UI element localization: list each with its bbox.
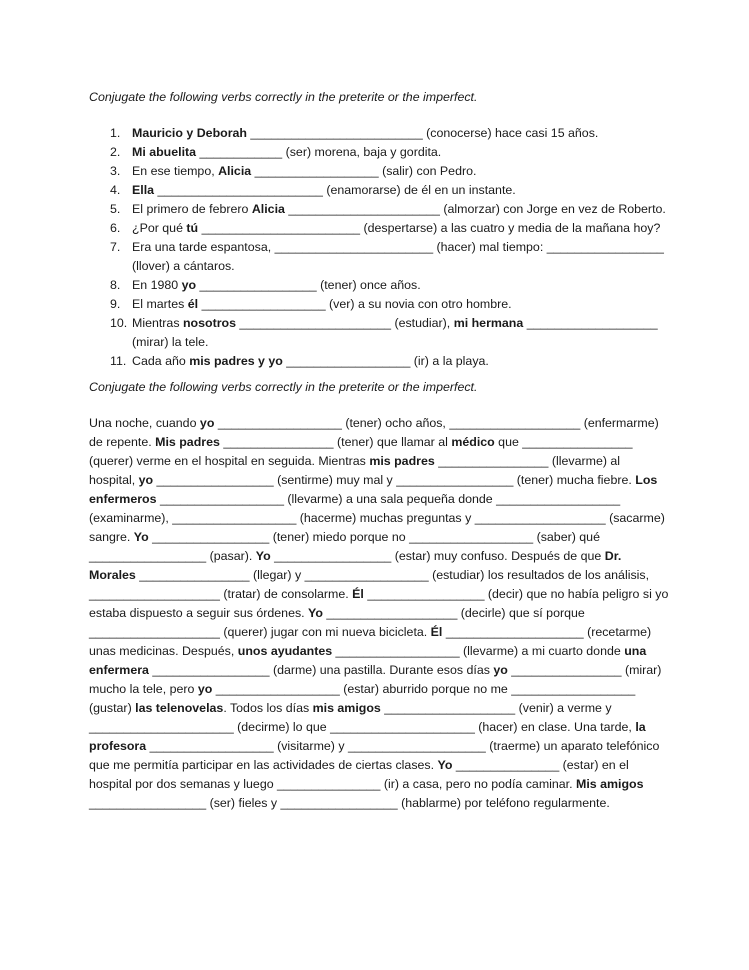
paragraph-line: [89, 452, 689, 471]
line-text: mucho la tele, pero: [89, 682, 198, 696]
bold-subject: una: [624, 644, 647, 658]
line-text: __________________ (salir) con Pedro.: [251, 164, 477, 178]
bold-subject: Él: [430, 625, 443, 639]
item-line: [132, 257, 689, 276]
exercise-item: [89, 276, 689, 295]
paragraph-line: [89, 642, 689, 661]
line-text: unas medicinas. Después,: [89, 644, 238, 658]
item-line: [132, 143, 689, 162]
line-text: _______________________ (despertarse) a las cuatro y media de la mañana hoy?: [198, 221, 661, 235]
paragraph-line: [89, 661, 689, 680]
line-text: _________________ (sentirme) muy mal y _________________ (tener) mucha fiebre.: [153, 473, 636, 487]
bold-subject: mis amigos: [312, 701, 381, 715]
line-text: hospital por dos semanas y luego _______________ (ir) a casa, pero no podía caminar.: [89, 777, 576, 791]
item-number: 1.: [110, 126, 121, 140]
exercise-item: [89, 352, 689, 371]
line-text: __________________ (llevarme) a una sala pequeña donde __________________: [156, 492, 621, 506]
exercise-item: [89, 124, 689, 143]
bold-subject: yo: [181, 278, 197, 292]
bold-subject: Mauricio y Deborah: [132, 126, 247, 140]
worksheet-page: [89, 88, 689, 813]
paragraph-line: [89, 775, 689, 794]
line-text: _________________ (tener) miedo porque no __________________ (saber) qué: [148, 530, 600, 544]
line-text: (querer) verme en el hospital en seguida. Mientras: [89, 454, 370, 468]
item-line: [132, 124, 689, 143]
bold-subject: él: [187, 297, 199, 311]
exercise-list: [89, 124, 689, 371]
exercise-item: [89, 219, 689, 238]
line-text: _________________ (ser) fieles y _________________ (hablarme) por teléfono regularmente.: [89, 796, 610, 810]
line-text: que ________________: [494, 435, 633, 449]
bold-subject: yo: [138, 473, 154, 487]
bold-subject: Yo: [308, 606, 323, 620]
line-text: ___________________ (venir) a verme y: [380, 701, 612, 715]
line-text: __________________ (llevarme) a mi cuarto donde: [332, 644, 625, 658]
paragraph-line: [89, 471, 689, 490]
bold-subject: profesora: [89, 739, 147, 753]
item-number: 11.: [110, 354, 127, 368]
section1-instruction: Conjugate the following verbs correctly in the preterite or the imperfect.: [89, 90, 478, 104]
line-text: ___________________: [523, 316, 658, 330]
bold-subject: Alicia: [218, 164, 252, 178]
exercise-item: [89, 238, 689, 276]
line-text: ________________ (tener) que llamar al: [219, 435, 452, 449]
line-text: __________________ (ir) a la playa.: [282, 354, 489, 368]
paragraph-line: [89, 794, 689, 813]
bold-subject: Mis padres: [155, 435, 220, 449]
section2-instruction: Conjugate the following verbs correctly in the preterite or the imperfect.: [89, 380, 478, 394]
line-text: ___________________ (querer) jugar con mi nueva bicicleta.: [89, 625, 431, 639]
line-text: ________________ (llegar) y __________________ (estudiar) los resultados de los análisis,: [135, 568, 650, 582]
bold-subject: Yo: [133, 530, 149, 544]
line-text: ____________________ (recetarme): [442, 625, 652, 639]
line-text: __________________ (visitarme) y ____________________ (traerme) un aparato telefónico: [146, 739, 660, 753]
line-text: _____________________ (decirme) lo que _____________________ (hacer) en clase. Una tarde,: [89, 720, 636, 734]
item-line: [132, 238, 689, 257]
line-text: (llover) a cántaros.: [132, 259, 235, 273]
bold-subject: tú: [186, 221, 199, 235]
bold-subject: Yo: [255, 549, 271, 563]
item-number: 5.: [110, 202, 121, 216]
paragraph-line: [89, 604, 689, 623]
line-text: El martes: [132, 297, 188, 311]
paragraph-line: [89, 528, 689, 547]
bold-subject: yo: [199, 416, 215, 430]
exercise-item: [89, 200, 689, 219]
line-text: ___________________ (decirle) que sí porque: [322, 606, 585, 620]
item-line: [132, 314, 689, 333]
line-text: ________________ (mirar): [507, 663, 662, 677]
bold-subject: nosotros: [182, 316, 236, 330]
line-text: ¿Por qué: [132, 221, 187, 235]
bold-subject: yo: [197, 682, 213, 696]
paragraph-line: [89, 737, 689, 756]
bold-subject: las telenovelas: [135, 701, 224, 715]
line-text: _______________ (estar) en el: [452, 758, 629, 772]
item-number: 4.: [110, 183, 121, 197]
line-text: de repente.: [89, 435, 156, 449]
paragraph-line: [89, 680, 689, 699]
line-text: que me permitía participar en las actividades de ciertas clases.: [89, 758, 438, 772]
bold-subject: mi hermana: [453, 316, 524, 330]
story-paragraph: [89, 414, 689, 813]
line-text: estaba dispuesto a seguir sus órdenes.: [89, 606, 309, 620]
line-text: _________________ (darme) una pastilla. Durante esos días: [148, 663, 494, 677]
bold-subject: mis padres: [369, 454, 435, 468]
item-line: [132, 181, 689, 200]
line-text: (gustar): [89, 701, 136, 715]
line-text: Mientras: [132, 316, 183, 330]
item-number: 9.: [110, 297, 121, 311]
line-text: En 1980: [132, 278, 182, 292]
paragraph-line: [89, 490, 689, 509]
bold-subject: Yo: [437, 758, 453, 772]
line-text: _________________ (tener) once años.: [196, 278, 421, 292]
paragraph-line: [89, 547, 689, 566]
bold-subject: unos ayudantes: [237, 644, 333, 658]
bold-subject: Mis amigos: [576, 777, 644, 791]
item-number: 8.: [110, 278, 121, 292]
line-text: Cada año: [132, 354, 190, 368]
paragraph-line: [89, 509, 689, 528]
item-number: 7.: [110, 240, 121, 254]
bold-subject: Ella: [132, 183, 155, 197]
bold-subject: Dr.: [604, 549, 622, 563]
line-text: Una noche, cuando: [89, 416, 200, 430]
paragraph-line: [89, 414, 689, 433]
bold-subject: la: [635, 720, 646, 734]
line-text: ______________________ (almorzar) con Jorge en vez de Roberto.: [284, 202, 666, 216]
item-line: [132, 219, 689, 238]
line-text: ________________ (llevarme) al: [434, 454, 621, 468]
item-line: [132, 162, 689, 181]
line-text: ________________________ (enamorarse) de él en un instante.: [154, 183, 516, 197]
line-text: ____________ (ser) morena, baja y gordita.: [196, 145, 442, 159]
line-text: sangre.: [89, 530, 134, 544]
paragraph-line: [89, 623, 689, 642]
bold-subject: Morales: [89, 568, 136, 582]
line-text: __________________ (ver) a su novia con otro hombre.: [198, 297, 512, 311]
bold-subject: enfermeros: [89, 492, 157, 506]
line-text: _________________ (estar) muy confuso. Después de que: [270, 549, 605, 563]
item-line: [132, 276, 689, 295]
bold-subject: yo: [493, 663, 508, 677]
line-text: En ese tiempo,: [132, 164, 219, 178]
line-text: hospital,: [89, 473, 139, 487]
paragraph-line: [89, 756, 689, 775]
bold-subject: médico: [451, 435, 495, 449]
line-text: El primero de febrero: [132, 202, 252, 216]
bold-subject: Mi abuelita: [132, 145, 197, 159]
line-text: _________________ (decir) que no había peligro si yo: [363, 587, 669, 601]
exercise-item: [89, 143, 689, 162]
line-text: Era una tarde espantosa, _______________________ (hacer) mal tiempo: _________________: [132, 240, 664, 254]
line-text: . Todos los días: [223, 701, 313, 715]
item-number: 3.: [110, 164, 121, 178]
item-line: [132, 295, 689, 314]
item-number: 2.: [110, 145, 121, 159]
paragraph-line: [89, 566, 689, 585]
item-number: 10.: [110, 316, 128, 330]
line-text: ______________________ (estudiar),: [235, 316, 454, 330]
bold-subject: enfermera: [89, 663, 149, 677]
line-text: __________________ (tener) ocho años, ___________________ (enfermarme): [214, 416, 659, 430]
item-line: [132, 333, 689, 352]
line-text: _________________ (pasar).: [89, 549, 256, 563]
exercise-item: [89, 314, 689, 352]
item-line: [132, 352, 689, 371]
exercise-item: [89, 162, 689, 181]
paragraph-line: [89, 433, 689, 452]
line-text: ___________________ (tratar) de consolarme.: [89, 587, 353, 601]
line-text: _________________________ (conocerse) hace casi 15 años.: [246, 126, 599, 140]
bold-subject: Los: [635, 473, 658, 487]
item-number: 6.: [110, 221, 121, 235]
exercise-item: [89, 181, 689, 200]
paragraph-line: [89, 585, 689, 604]
bold-subject: mis padres y yo: [189, 354, 283, 368]
bold-subject: Él: [352, 587, 364, 601]
item-line: [132, 200, 689, 219]
line-text: __________________ (estar) aburrido porque no me __________________: [212, 682, 636, 696]
line-text: (examinarme), __________________ (hacerme) muchas preguntas y ___________________ (sacarme): [89, 511, 665, 525]
paragraph-line: [89, 718, 689, 737]
paragraph-line: [89, 699, 689, 718]
exercise-item: [89, 295, 689, 314]
bold-subject: Alicia: [251, 202, 285, 216]
line-text: (mirar) la tele.: [132, 335, 209, 349]
